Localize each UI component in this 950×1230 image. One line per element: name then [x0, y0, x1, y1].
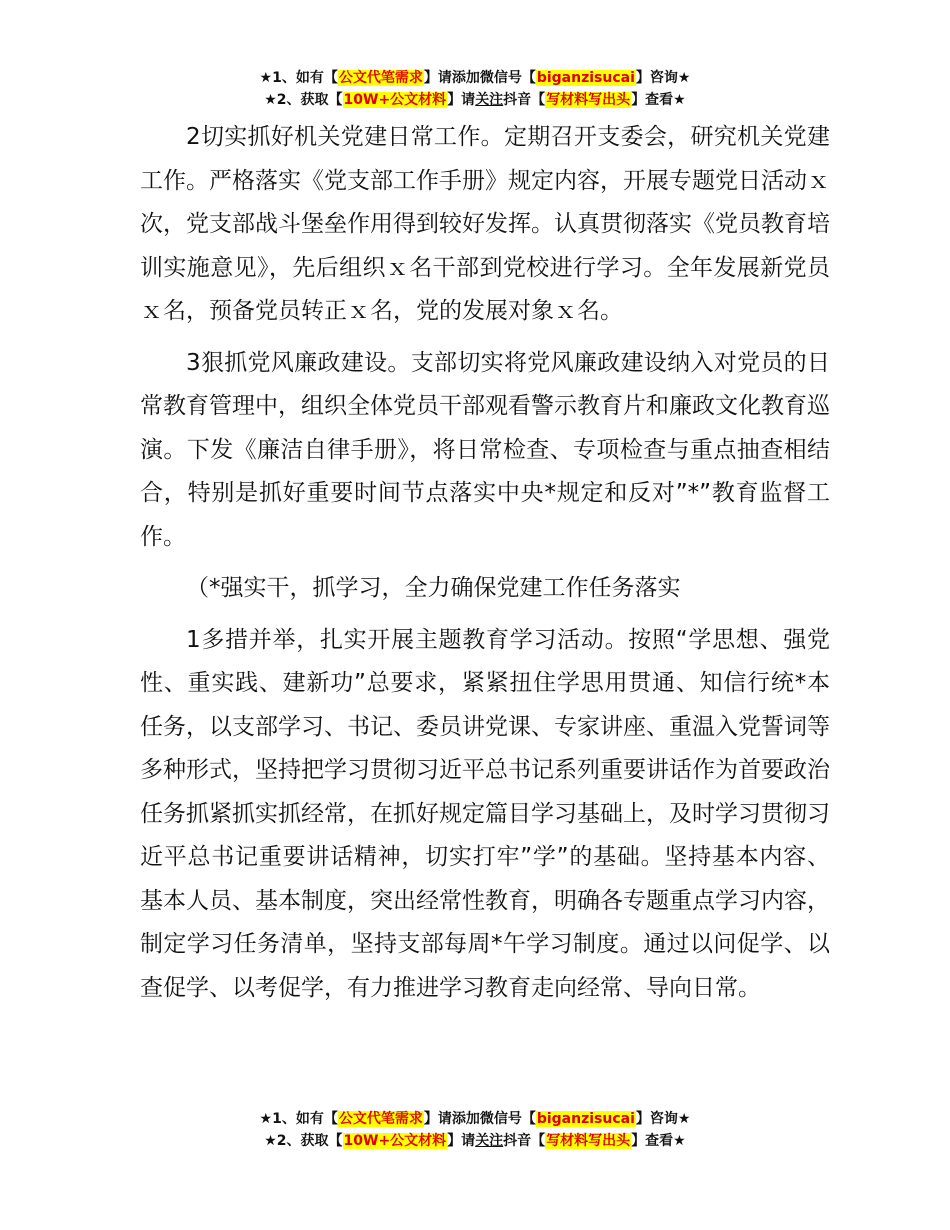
banner-highlight: 10W+公文材料 — [343, 1133, 447, 1149]
banner-text: 】咨询★ — [635, 1111, 691, 1127]
wechat-id-highlight: biganzisucai — [536, 1111, 635, 1127]
paragraph: 1多措并举，扎实开展主题教育学习活动。按照“学思想、强党性、重实践、建新功”总要求，紧紧扭住学思用贯通、知信行统*本任务，以支部学习、书记、委员讲党课、专家讲座、重温入党誓词等多种形式，坚持把学习贯彻习近平总书记系列重要讲话作为首要政治任务抓紧抓实抓经常，在抓好规定篇目学习基础上，及时学习贯彻习近平总书记重要讲话精神，切实打牢”学”的基础。坚持基本内容、基本人员、基本制度，突出经常性教育，明确各专题重点学习内容，制定学习任务清单，坚持支部每周*午学习制度。通过以问促学、以查促学、以考促学，有力推进学习教育走向经常、导向日常。 — [140, 626, 830, 1001]
banner-text: 】请添加微信号【 — [423, 1111, 536, 1127]
section-heading: （*强实干，抓学习，全力确保党建工作任务落实 — [186, 575, 681, 601]
paragraph: 2切实抓好机关党建日常工作。定期召开支委会，研究机关党建工作。严格落实《党支部工作手册》规定内容，开展专题党日活动ｘ次，党支部战斗堡垒作用得到较好发挥。认真贯彻落实《党员教育培训实施意见》，先后组织ｘ名干部到党校进行学习。全年发展新党员ｘ名，预备党员转正ｘ名，党的发展对象ｘ名。 — [140, 124, 830, 324]
banner-text: 】咨询★ — [635, 70, 691, 86]
banner-text: 抖音【 — [503, 1133, 546, 1149]
paragraph: 3狠抓党风廉政建设。支部切实将党风廉政建设纳入对党员的日常教育管理中，组织全体党员干部观看警示教育片和廉政文化教育巡演。下发《廉洁自律手册》，将日常检查、专项检查与重点抽查相结合，特别是抓好重要时间节点落实中央*规定和反对”*”教育监督工作。 — [140, 349, 830, 550]
header-banner — [0, 67, 950, 111]
banner-text: 】查看★ — [631, 1133, 686, 1149]
douyin-account-highlight: 写材料写出头 — [546, 92, 631, 108]
footer-banner — [0, 1108, 950, 1152]
banner-text: 】请 — [447, 1133, 476, 1149]
banner-highlight: 公文代笔需求 — [338, 70, 423, 86]
banner-highlight: 公文代笔需求 — [338, 1111, 423, 1127]
banner-text: 】查看★ — [631, 92, 686, 108]
banner-line-1 — [0, 67, 950, 89]
banner-line-2 — [0, 1130, 950, 1152]
banner-text: ★1、如有【 — [259, 1111, 338, 1127]
banner-text: 】请 — [447, 92, 476, 108]
banner-text: 抖音【 — [503, 92, 546, 108]
banner-line-1 — [0, 1108, 950, 1130]
document-body — [140, 116, 830, 1010]
banner-text: ★2、获取【 — [264, 92, 343, 108]
banner-underlined-text: 关注 — [475, 1133, 504, 1149]
banner-text: ★1、如有【 — [259, 70, 338, 86]
banner-text: 】请添加微信号【 — [423, 70, 536, 86]
douyin-account-highlight: 写材料写出头 — [546, 1133, 631, 1149]
banner-text: ★2、获取【 — [264, 1133, 343, 1149]
banner-highlight: 10W+公文材料 — [343, 92, 447, 108]
banner-underlined-text: 关注 — [475, 92, 504, 108]
banner-line-2 — [0, 89, 950, 111]
wechat-id-highlight: biganzisucai — [536, 70, 635, 86]
